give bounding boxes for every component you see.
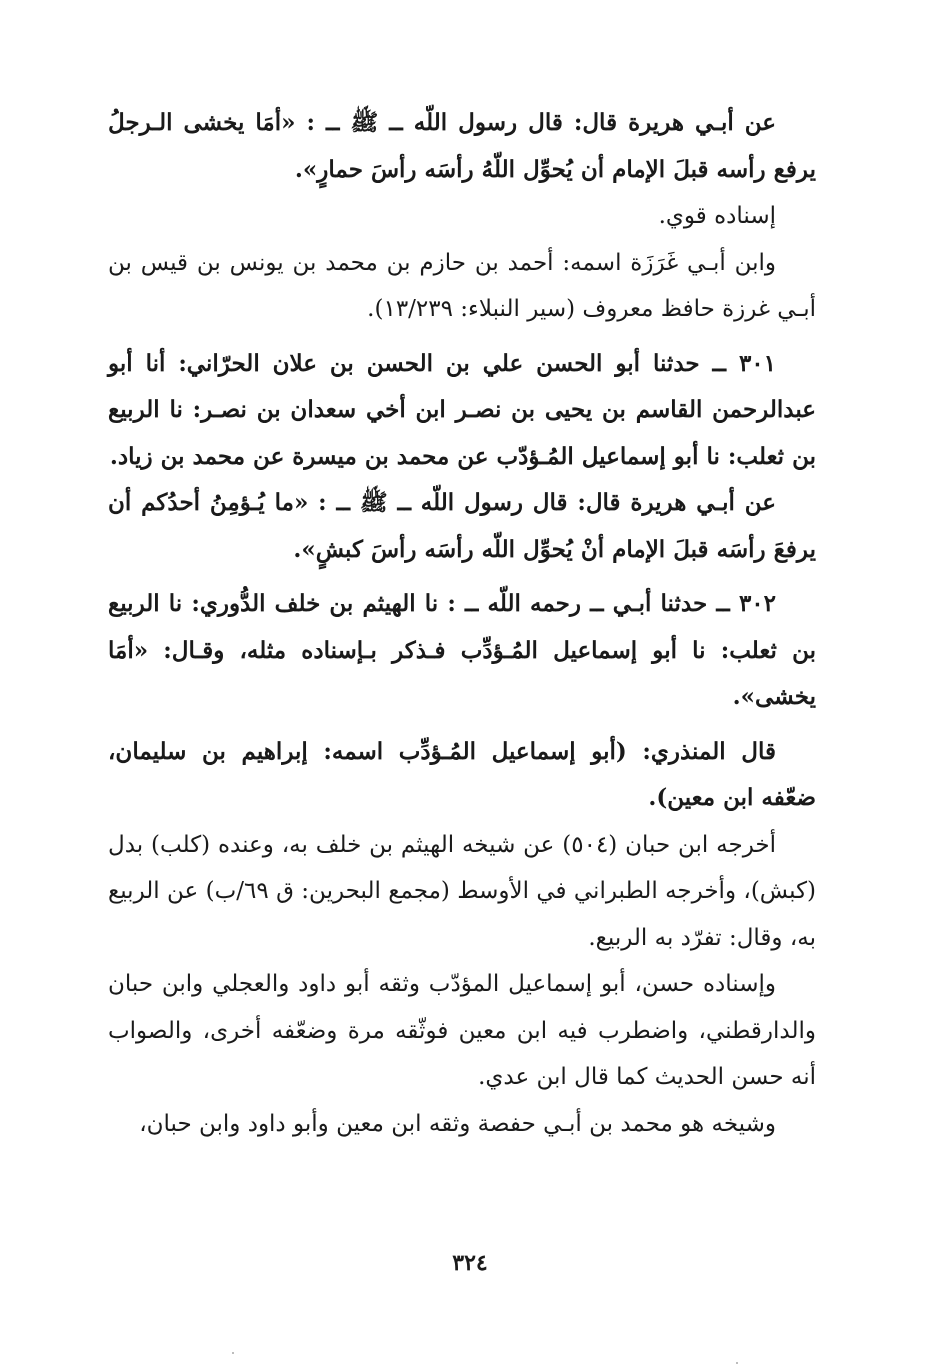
hadith-text-paragraph: عن أبـي هريرة قال: قال رسول اللّه ــ ﷺ ــ : «أمَا يخشى الـرجلُ يرفع رأسه قبلَ الإمام أن يُحوِّل اللّهُ رأسَه رأسَ حمارٍ». — [108, 109, 816, 183]
hadith-301-isnad-paragraph: ٣٠١ ــ حدثنا أبو الحسن علي بن الحسن بن علان الحرّاني: أنا أبو عبدالرحمن القاسم بن يحيى بن نصـر ابن أخي سعدان بن نصـر: نا الربيع بن ثعلب: نا أبو إسماعيل المُـؤدّب عن محمد بن ميسرة عن محمد بن زياد. — [108, 349, 816, 470]
page-number: ٣٢٤ — [452, 1250, 488, 1276]
commentary-paragraph: إسناده قوي. — [658, 203, 776, 229]
commentary-paragraph: وشيخه هو محمد بن أبـي حفصة وثقه ابن معين وأبو داود وابن حبان، — [139, 1110, 776, 1137]
commentary-paragraph: أخرجه ابن حبان (٥٠٤) عن شيخه الهيثم بن خلف به، وعنده (كلب) بدل (كبش)، وأخرجه الطبراني في الأوسط (مجمع البحرين: ق ٦٩/ب) عن الربيع به، وقال: تفرّد به الربيع. — [108, 831, 816, 951]
hadith-302-isnad-paragraph: ٣٠٢ ــ حدثنا أبـي ــ رحمه اللّه ــ : نا الهيثم بن خلف الدُّوري: نا الربيع بن ثعلب: نا أبو إسماعيل المُـؤدِّب فـذكر بـإسناده مثله، وقـال: «أمَا يخشى». — [108, 590, 816, 710]
scan-speck — [736, 1362, 738, 1364]
scan-speck — [232, 1352, 234, 1354]
body-text — [108, 100, 816, 1147]
mundhiri-quote-paragraph: قال المنذري: (أبو إسماعيل المُـؤدِّب اسمه: إبراهيم بن سليمان، ضعّفه ابن معين). — [108, 737, 816, 811]
commentary-paragraph: وإسناده حسن، أبو إسماعيل المؤدّب وثقه أبو داود والعجلي وابن حبان والدارقطني، واضطرب فيه ابن معين فوثّقه مرة وضعّفه أخرى، والصواب أنه حسن الحديث كما قال ابن عدي. — [108, 971, 816, 1090]
hadith-text-paragraph: عن أبـي هريرة قال: قال رسول اللّه ــ ﷺ ــ : «ما يُـؤمِنُ أحدُكم أن يرفعَ رأسَه قبلَ الإمام أنْ يُحوِّل اللّه رأسَه رأسَ كبشٍ». — [108, 489, 816, 563]
commentary-paragraph: وابن أبـي غَرَزَة اسمه: أحمد بن حازم بن محمد بن يونس بن قيس بن أبـي غرزة حافظ معروف (سير النبلاء: ١٣/٢٣٩). — [108, 249, 816, 322]
